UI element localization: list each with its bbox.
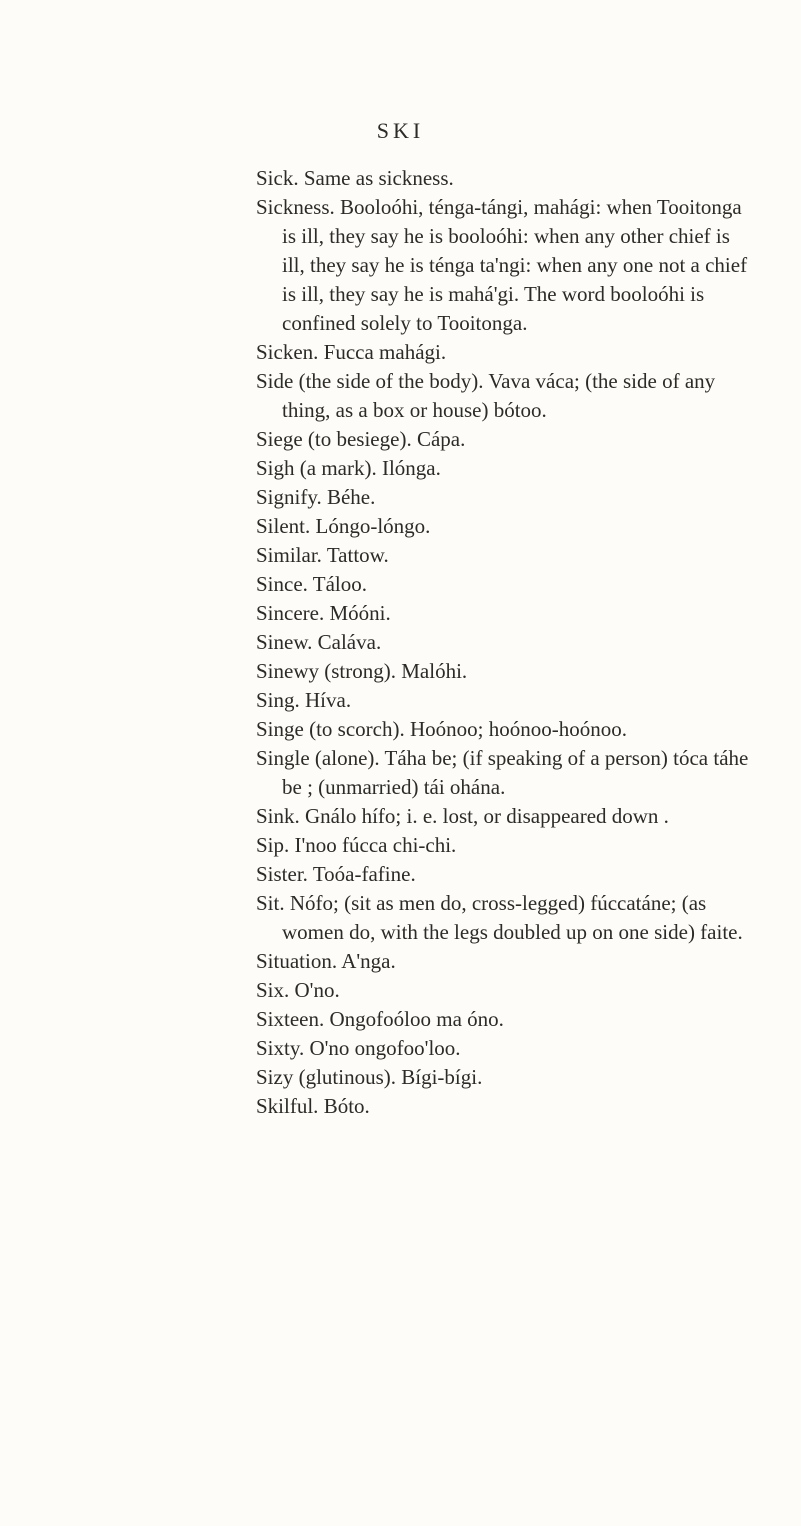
entry-headword: Sixteen. (256, 1007, 325, 1031)
entry-definition: I'noo fúcca chi-chi. (294, 833, 457, 857)
dictionary-entry (256, 570, 756, 599)
entry-headword: Side (the side of the body). (256, 369, 484, 393)
entry-headword: Sister. (256, 862, 308, 886)
entry-definition: Bóto. (323, 1094, 370, 1118)
running-head: SKI (376, 118, 425, 143)
entry-headword: Sixty. (256, 1036, 305, 1060)
entry-definition: Táha be; (if speaking of a person) tóca táhe be ; (unmarried) tái ohána. (282, 746, 749, 799)
entry-headword: Sing. (256, 688, 300, 712)
entry-definition: Ongofoóloo ma óno. (329, 1007, 504, 1031)
entry-definition: Ilónga. (381, 456, 441, 480)
entry-headword: Sip. (256, 833, 290, 857)
dictionary-entry (256, 831, 756, 860)
dictionary-entry (256, 628, 756, 657)
dictionary-entry (256, 541, 756, 570)
dictionary-entry (256, 367, 756, 425)
dictionary-entry (256, 454, 756, 483)
entry-definition: Táloo. (312, 572, 368, 596)
entry-definition: Gnálo hífo; i. e. lost, or disappeared down . (305, 804, 669, 828)
entry-definition: Tattow. (326, 543, 389, 567)
dictionary-entry (256, 744, 756, 802)
entry-definition: Móóni. (329, 601, 391, 625)
dictionary-entry (256, 686, 756, 715)
entry-definition: A'nga. (341, 949, 396, 973)
entry-headword: Sit. (256, 891, 285, 915)
entry-definition: Malóhi. (401, 659, 468, 683)
entry-headword: Sickness. (256, 195, 335, 219)
entry-definition: Cápa. (416, 427, 466, 451)
entry-headword: Skilful. (256, 1094, 319, 1118)
entry-headword: Sincere. (256, 601, 325, 625)
entry-definition: Lóngo-lóngo. (315, 514, 431, 538)
dictionary-entry (256, 889, 756, 947)
entry-headword: Silent. (256, 514, 311, 538)
entry-definition: O'no. (294, 978, 340, 1002)
dictionary-entry (256, 599, 756, 628)
entry-definition: Booloóhi, ténga-tángi, mahági: when Tooitonga is ill, they say he is booloóhi: when any other chief is ill, they say he is ténga ta'ngi: when any one not a chief is ill, they say he is mahá'gi. The word booloóhi is confined solely to Tooitonga. (282, 195, 748, 335)
entry-headword: Singe (to scorch). (256, 717, 405, 741)
entry-headword: Sink. (256, 804, 300, 828)
dictionary-entry (256, 1063, 756, 1092)
entry-definition: Hoónoo; hoónoo-hoónoo. (409, 717, 627, 741)
dictionary-entry (256, 338, 756, 367)
entry-headword: Similar. (256, 543, 322, 567)
dictionary-entry (256, 1034, 756, 1063)
dictionary-entry (256, 1005, 756, 1034)
dictionary-entry (256, 425, 756, 454)
entry-definition: Nófo; (sit as men do, cross-legged) fúccatáne; (as women do, with the legs doubled up on one side) faite. (282, 891, 743, 944)
entry-headword: Six. (256, 978, 290, 1002)
entry-definition: Toóa-fafine. (312, 862, 416, 886)
entry-definition: Vava váca; (the side of any thing, as a box or house) bótoo. (282, 369, 716, 422)
entry-headword: Signify. (256, 485, 322, 509)
entry-headword: Situation. (256, 949, 338, 973)
dictionary-entry (256, 802, 756, 831)
entry-definition: Béhe. (326, 485, 376, 509)
dictionary-entry (256, 483, 756, 512)
dictionary-entry (256, 947, 756, 976)
entry-definition: Fucca mahági. (323, 340, 447, 364)
dictionary-entry (256, 860, 756, 889)
entry-definition: Caláva. (317, 630, 382, 654)
entry-headword: Sicken. (256, 340, 319, 364)
entry-headword: Sinew. (256, 630, 313, 654)
dictionary-entry (256, 193, 756, 338)
dictionary-entry (256, 976, 756, 1005)
entry-headword: Sinewy (strong). (256, 659, 396, 683)
entry-headword: Single (alone). (256, 746, 380, 770)
entry-definition: Híva. (305, 688, 352, 712)
entry-headword: Sick. (256, 166, 299, 190)
entry-definition: Bígi-bígi. (401, 1065, 483, 1089)
entry-headword: Sigh (a mark). (256, 456, 377, 480)
entry-headword: Since. (256, 572, 308, 596)
entry-list (256, 164, 756, 1121)
dictionary-entry (256, 1092, 756, 1121)
entry-headword: Siege (to besiege). (256, 427, 412, 451)
entry-definition: Same as sickness. (303, 166, 454, 190)
dictionary-entry (256, 164, 756, 193)
dictionary-entry (256, 512, 756, 541)
dictionary-entry (256, 657, 756, 686)
entry-headword: Sizy (glutinous). (256, 1065, 396, 1089)
entry-definition: O'no ongofoo'loo. (309, 1036, 461, 1060)
dictionary-entry (256, 715, 756, 744)
